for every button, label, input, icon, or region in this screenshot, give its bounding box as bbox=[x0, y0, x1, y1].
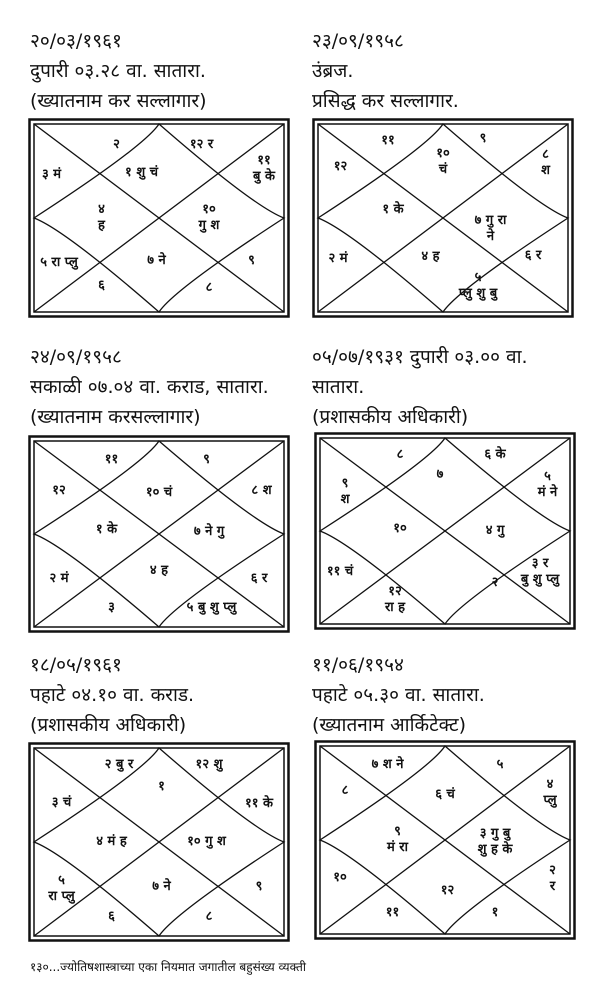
house-label: २ बु र bbox=[104, 756, 134, 772]
chart-grid bbox=[314, 432, 576, 630]
house-label: ७ ने गु bbox=[193, 524, 225, 540]
house-label: १० चं bbox=[436, 145, 450, 177]
house-label: ७ ने bbox=[147, 253, 166, 269]
house-label: ६ चं bbox=[435, 786, 455, 802]
house-label: १२ रा ह bbox=[384, 583, 406, 615]
birth-date: २०/०३/१९६१ bbox=[30, 30, 122, 52]
birth-time-place: पहाटे ०४.१० वा. कराड. bbox=[30, 684, 195, 706]
house-label: ७ bbox=[436, 467, 444, 483]
page-footer: १३०...ज्योतिषशास्त्राच्या एका नियमात जगातील बहुसंख्य व्यक्ती bbox=[30, 960, 306, 974]
house-label: ७ श ने bbox=[371, 756, 404, 772]
horoscope-chart-2 bbox=[312, 118, 574, 318]
house-label: १० bbox=[333, 869, 347, 885]
house-label: ४ ह bbox=[149, 563, 169, 579]
house-label: १० चं bbox=[145, 485, 173, 501]
birth-date: २३/०९/१९५८ bbox=[312, 30, 404, 52]
house-label: ५ मं ने bbox=[537, 468, 558, 500]
house-label: १ bbox=[491, 905, 499, 921]
birth-time-place: दुपारी ०३.२८ वा. सातारा. bbox=[30, 60, 206, 82]
house-label: ८ bbox=[205, 279, 213, 295]
house-label: १२ र bbox=[189, 136, 214, 152]
chart-block-6 bbox=[312, 650, 600, 740]
house-label: १ के bbox=[95, 522, 118, 538]
house-label: ८ bbox=[341, 783, 349, 799]
profession: (ख्यातनाम आर्किटेक्ट) bbox=[312, 714, 467, 736]
chart-grid bbox=[28, 742, 290, 942]
chart-block-4 bbox=[312, 342, 600, 432]
house-label: ४ मं ह bbox=[96, 834, 127, 849]
chart-grid bbox=[314, 740, 576, 940]
house-label: ६ र bbox=[524, 247, 542, 263]
house-label: ८ bbox=[396, 446, 404, 462]
house-label: ८ श bbox=[541, 147, 550, 179]
chart-block-5 bbox=[30, 650, 320, 740]
house-label: ६ के bbox=[484, 446, 506, 462]
chart-grid bbox=[28, 435, 290, 633]
birth-date: ११/०६/१९५४ bbox=[312, 654, 404, 676]
chart-block-3 bbox=[30, 342, 320, 432]
horoscope-chart-1 bbox=[28, 118, 290, 318]
house-label: १० bbox=[393, 521, 407, 537]
house-label: १२ bbox=[52, 483, 66, 499]
horoscope-chart-5 bbox=[28, 742, 290, 942]
birth-time-place: पहाटे ०५.३० वा. सातारा. bbox=[312, 684, 485, 706]
house-label: ६ bbox=[98, 277, 105, 293]
house-label: ६ र bbox=[250, 570, 268, 586]
chart-grid bbox=[28, 118, 290, 318]
house-label: ४ प्लु bbox=[543, 777, 557, 808]
house-label: २ र bbox=[549, 863, 556, 895]
house-label: ५ रा प्लु bbox=[48, 873, 75, 904]
house-label: ३ चं bbox=[51, 794, 72, 810]
house-label: ५ बु शु प्लु bbox=[186, 600, 237, 616]
house-label: ११ बु के bbox=[253, 153, 275, 185]
house-label: ९ bbox=[255, 879, 263, 895]
chart-block-1 bbox=[30, 26, 320, 116]
birth-date: २४/०९/१९५८ bbox=[30, 346, 122, 368]
house-label: ७ ने bbox=[152, 879, 171, 895]
profession: (ख्यातनाम करसल्लागार) bbox=[30, 406, 201, 428]
house-label: १२ bbox=[440, 882, 455, 898]
house-label: ९ bbox=[479, 131, 487, 147]
house-label: २ मं bbox=[49, 570, 69, 586]
house-label: ११ bbox=[385, 905, 400, 921]
house-label: ३ र बु शु प्लु bbox=[520, 555, 560, 587]
house-label: ९ श bbox=[340, 475, 350, 507]
birth-date: ०५/०७/१९३१ दुपारी ०३.०० वा. bbox=[312, 346, 528, 368]
birth-time-place: उंब्रज. bbox=[312, 60, 354, 82]
birth-time-place: सकाळी ०७.०४ वा. कराड, सातारा. bbox=[30, 376, 269, 398]
birth-time-place: सातारा. bbox=[312, 376, 365, 398]
house-label: २ मं bbox=[328, 251, 348, 267]
house-label: ३ गु बु शु ह के bbox=[477, 825, 513, 857]
house-label: ११ के bbox=[244, 796, 274, 812]
house-label: ९ bbox=[248, 253, 255, 269]
house-label: १ bbox=[158, 779, 165, 795]
house-label: ५ रा प्लु bbox=[40, 255, 78, 271]
house-label: १२ bbox=[333, 159, 348, 175]
house-label: १ शु चं bbox=[125, 164, 158, 180]
profession: (प्रशासकीय अधिकारी) bbox=[30, 714, 187, 736]
house-label: ५ bbox=[496, 756, 504, 772]
house-label: ७ गु रा ने bbox=[474, 213, 507, 245]
house-label: ४ ह bbox=[98, 202, 105, 233]
house-label: ५ प्लु शु बु bbox=[458, 269, 498, 301]
house-label: ४ ह bbox=[421, 249, 440, 265]
house-label: ८ bbox=[205, 909, 213, 925]
house-label: ९ bbox=[203, 451, 210, 467]
profession: (प्रशासकीय अधिकारी) bbox=[312, 406, 469, 428]
profession: प्रसिद्ध कर सल्लागार. bbox=[312, 90, 459, 112]
house-label: १२ शु bbox=[195, 756, 223, 772]
horoscope-chart-6 bbox=[314, 740, 576, 940]
house-label: २ bbox=[491, 575, 499, 591]
house-label: ११ bbox=[104, 451, 119, 467]
house-label: ९ मं रा bbox=[387, 824, 408, 855]
house-label: ३ bbox=[108, 600, 115, 616]
house-label: १० गु श bbox=[198, 202, 220, 233]
house-label: ६ bbox=[108, 909, 115, 925]
house-label: १ के bbox=[382, 202, 404, 218]
house-label: ११ चं bbox=[326, 563, 354, 579]
birth-date: १८/०५/१९६१ bbox=[30, 654, 122, 676]
house-label: ८ श bbox=[251, 483, 272, 499]
chart-block-2 bbox=[312, 26, 600, 116]
house-label: १० गु श bbox=[187, 834, 226, 849]
house-label: ४ गु bbox=[485, 523, 505, 538]
house-label: ३ मं bbox=[41, 166, 62, 182]
horoscope-chart-4 bbox=[314, 432, 576, 630]
house-label: ११ bbox=[381, 132, 395, 148]
profession: (ख्यातनाम कर सल्लागार) bbox=[30, 90, 207, 112]
house-label: २ bbox=[113, 136, 120, 152]
horoscope-chart-3 bbox=[28, 435, 290, 633]
